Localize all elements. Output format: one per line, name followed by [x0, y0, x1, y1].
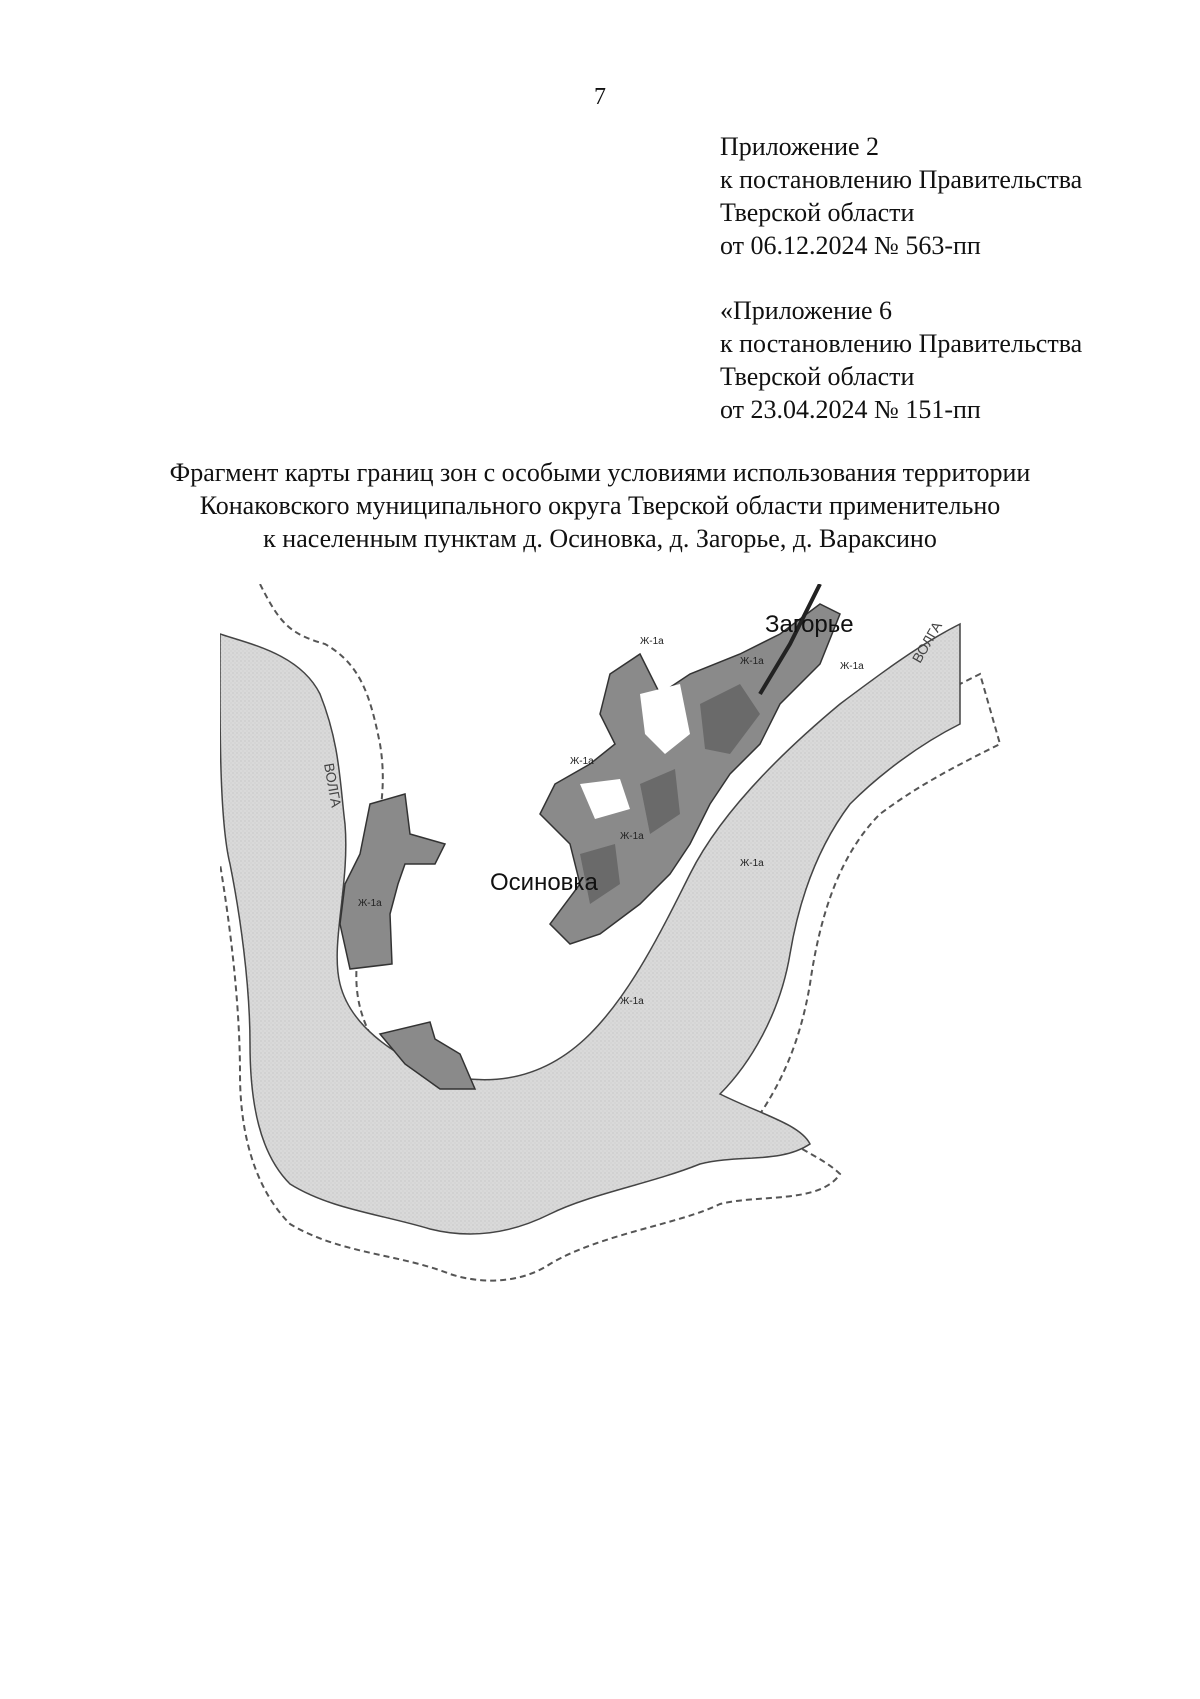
zone-code: Ж-1а — [740, 656, 764, 667]
appendix-line: к постановлению Правительства — [720, 329, 1083, 358]
appendix-line: Тверской области — [720, 198, 915, 227]
appendix-line: «Приложение 6 — [720, 296, 893, 325]
zone-map — [220, 584, 1040, 1344]
zone-code: Ж-1а — [570, 756, 594, 767]
appendix-block-2 — [720, 130, 1082, 262]
appendix-line: к постановлению Правительства — [720, 165, 1083, 194]
appendix-line: от 23.04.2024 № 151-пп — [720, 395, 981, 424]
settlement-label-osinovka: Осиновка — [490, 869, 598, 896]
zone-code: Ж-1а — [640, 636, 664, 647]
appendix-line: от 06.12.2024 № 563-пп — [720, 231, 981, 260]
river-label: ВОЛГА — [908, 618, 945, 666]
page-number: 7 — [594, 84, 606, 110]
title-line: Фрагмент карты границ зон с особыми условиями использования территории — [169, 458, 1031, 487]
document-title — [0, 456, 1200, 555]
settlement-label-zagorye: Загорье — [765, 611, 854, 638]
osinovka-zone — [340, 794, 445, 969]
zone-code: Ж-1а — [358, 898, 382, 909]
zone-code: Ж-1а — [740, 858, 764, 869]
appendix-line: Тверской области — [720, 362, 915, 391]
zone-code: Ж-1а — [620, 996, 644, 1007]
zone-code: Ж-1а — [840, 661, 864, 672]
appendix-block-6 — [720, 294, 1082, 426]
appendix-line: Приложение 2 — [720, 132, 880, 161]
zone-code: Ж-1а — [620, 831, 644, 842]
title-line: к населенным пунктам д. Осиновка, д. Загорье, д. Вараксино — [263, 524, 937, 553]
river-label: ВОЛГА — [321, 761, 345, 809]
title-line: Конаковского муниципального округа Тверской области применительно — [199, 491, 1001, 520]
